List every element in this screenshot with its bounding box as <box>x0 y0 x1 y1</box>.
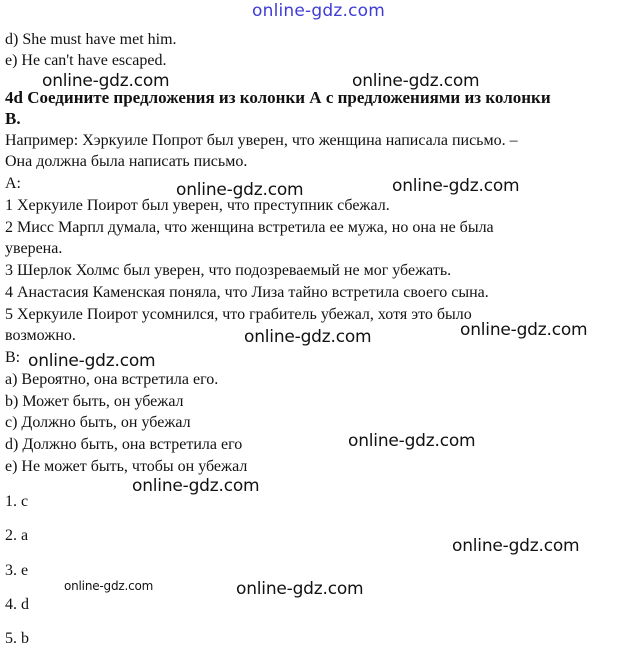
column-b-item-c: c) Должно быть, он убежал <box>5 414 191 431</box>
task-heading-cont: В. <box>5 109 21 128</box>
answer-4: 4. d <box>5 596 29 613</box>
column-b-label: В: <box>5 349 21 366</box>
watermark: online-gdz.com <box>348 431 476 451</box>
prev-item-d: d) She must have met him. <box>5 31 177 48</box>
column-a-item-2-cont: уверена. <box>5 240 63 257</box>
column-a-item-4: 4 Анастасия Каменская поняла, что Лиза тайно встретила своего сына. <box>5 284 489 301</box>
answer-5: 5. b <box>5 630 29 647</box>
column-b-item-d: d) Должно быть, она встретила его <box>5 436 243 453</box>
watermark: online-gdz.com <box>392 176 520 196</box>
watermark-small: online-gdz.com <box>64 579 154 593</box>
watermark: online-gdz.com <box>352 71 480 91</box>
watermark: online-gdz.com <box>244 327 372 347</box>
watermark: online-gdz.com <box>28 351 156 371</box>
column-b-item-e: e) Не может быть, чтобы он убежал <box>5 458 248 475</box>
answer-1: 1. c <box>5 493 29 510</box>
top-watermark: online-gdz.com <box>252 1 386 21</box>
watermark: online-gdz.com <box>176 180 304 200</box>
watermark: online-gdz.com <box>132 476 260 496</box>
watermark: online-gdz.com <box>42 71 170 91</box>
column-a-item-5-cont: возможно. <box>5 327 76 344</box>
example-line: Например: Хэркуиле Попрот был уверен, что женщина написала письмо. – <box>5 132 518 149</box>
watermark: online-gdz.com <box>452 536 580 556</box>
answer-3: 3. e <box>5 562 29 579</box>
column-a-item-5: 5 Херкуиле Поирот усомнился, что грабитель убежал, хотя это было <box>5 306 472 323</box>
column-b-item-b: b) Может быть, он убежал <box>5 393 184 410</box>
example-line-cont: Она должна была написать письмо. <box>5 153 248 170</box>
column-a-label: А: <box>5 175 21 192</box>
column-a-item-3: 3 Шерлок Холмс был уверен, что подозреваемый не мог убежать. <box>5 262 452 279</box>
task-heading: 4d Соедините предложения из колонки А с предложениями из колонки <box>5 88 551 107</box>
column-b-item-a: a) Вероятно, она встретила его. <box>5 371 219 388</box>
column-a-item-1: 1 Херкуиле Поирот был уверен, что преступник сбежал. <box>5 197 390 214</box>
answer-2: 2. a <box>5 527 29 544</box>
column-a-item-2: 2 Мисс Марпл думала, что женщина встретила ее мужа, но она не была <box>5 219 494 236</box>
prev-item-e: e) He can't have escaped. <box>5 52 167 69</box>
watermark: online-gdz.com <box>236 579 364 599</box>
watermark: online-gdz.com <box>460 320 588 340</box>
